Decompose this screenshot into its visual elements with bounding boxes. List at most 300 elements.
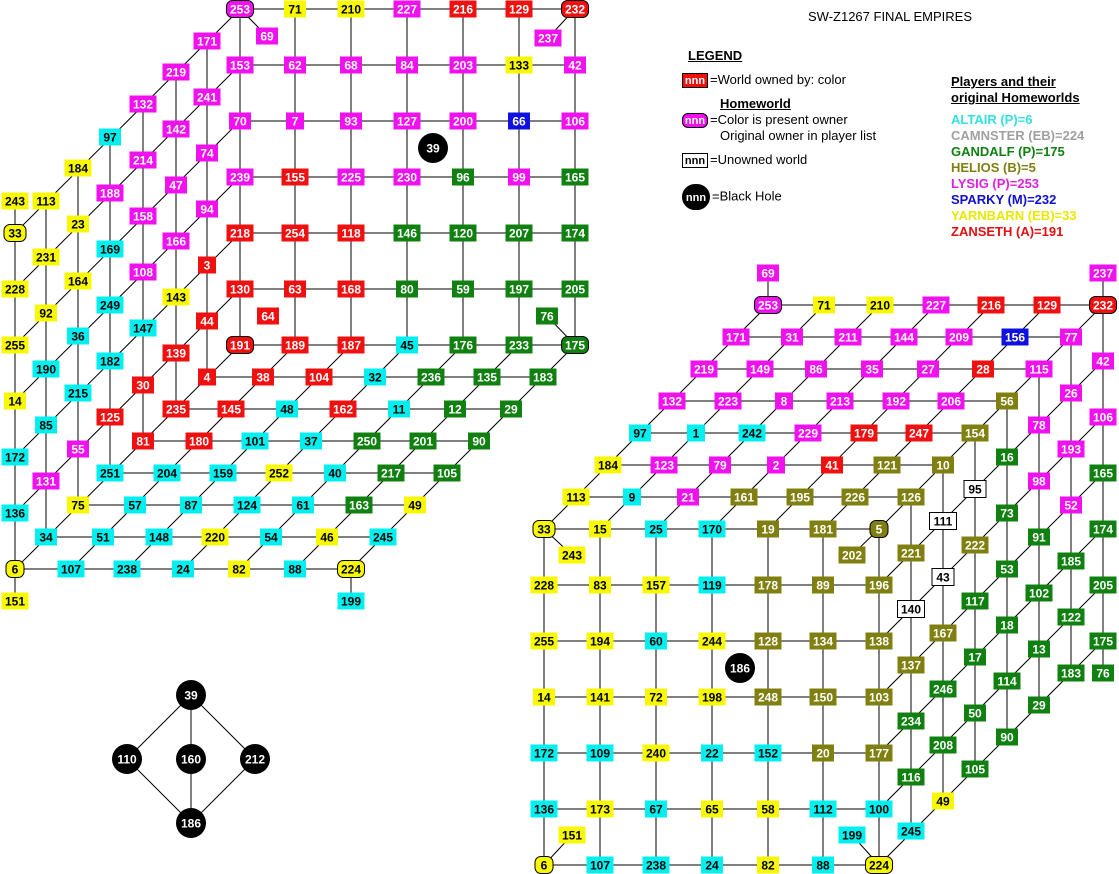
legend-blackhole-swatch: nnn	[682, 184, 710, 210]
black-hole-label: 160	[180, 752, 202, 767]
world-label: 167	[932, 626, 954, 641]
left-world-227	[394, 1, 421, 18]
world-label: 227	[925, 298, 947, 313]
left-world-166	[163, 233, 190, 250]
world-label: 165	[564, 170, 586, 185]
world-label: 143	[165, 290, 187, 305]
world-label: 7	[291, 114, 299, 129]
world-label: 205	[564, 282, 586, 297]
right-world-227	[923, 297, 950, 314]
left-world-36	[67, 328, 89, 345]
left-world-215	[65, 385, 92, 402]
world-label: 133	[508, 58, 530, 73]
right-world-248	[755, 689, 782, 706]
world-label: 50	[968, 706, 982, 721]
left-world-142	[163, 121, 190, 138]
world-label: 216	[452, 2, 474, 17]
player-zanseth: ZANSETH (A)=191	[951, 224, 1064, 239]
left-world-80	[396, 281, 418, 298]
world-label: 108	[132, 265, 154, 280]
world-label: 223	[717, 394, 739, 409]
world-label: 105	[964, 762, 986, 777]
left-world-93	[340, 113, 362, 130]
right-world-126	[898, 489, 925, 506]
right-world-177	[866, 745, 893, 762]
world-label: 172	[4, 450, 26, 465]
legend-owned-swatch: nnn	[682, 73, 708, 88]
world-label: 182	[99, 354, 121, 369]
left-world-127	[394, 113, 421, 130]
world-label: 33	[537, 522, 551, 537]
world-label: 165	[1092, 466, 1114, 481]
world-label: 32	[368, 370, 382, 385]
world-label: 185	[1060, 554, 1082, 569]
world-label: 33	[8, 226, 22, 241]
left-world-235	[163, 401, 190, 418]
left-world-84	[396, 57, 418, 74]
right-world-216	[978, 297, 1005, 314]
world-label: 210	[340, 2, 362, 17]
world-label: 145	[220, 402, 242, 417]
world-label: 56	[1000, 394, 1014, 409]
right-world-129	[1034, 297, 1061, 314]
left-world-76	[536, 308, 558, 325]
right-world-114	[994, 673, 1021, 690]
world-label: 65	[705, 802, 719, 817]
world-label: 89	[816, 578, 830, 593]
world-label: 40	[328, 466, 342, 481]
right-world-151	[559, 827, 586, 844]
world-nodes	[2, 1, 1117, 874]
world-label: 217	[380, 466, 402, 481]
left-world-11	[388, 401, 410, 418]
left-world-105	[434, 465, 461, 482]
world-label: 63	[288, 282, 302, 297]
world-label: 64	[261, 309, 275, 324]
right-world-245	[898, 823, 925, 840]
world-label: 228	[533, 578, 555, 593]
world-label: 117	[965, 594, 985, 609]
right-world-31	[781, 329, 803, 346]
right-world-137	[898, 657, 925, 674]
right-world-53	[996, 561, 1018, 578]
world-label: 129	[508, 2, 530, 17]
left-world-162	[330, 401, 357, 418]
world-label: 94	[200, 202, 214, 217]
right-world-141	[587, 689, 614, 706]
right-world-255	[531, 633, 558, 650]
world-label: 177	[868, 746, 890, 761]
right-world-144	[891, 329, 918, 346]
right-world-18	[996, 617, 1018, 634]
world-label: 200	[452, 114, 474, 129]
left-world-71	[284, 1, 306, 18]
world-label: 109	[589, 746, 611, 761]
left-world-255	[2, 337, 29, 354]
left-world-12	[444, 401, 466, 418]
world-label: 230	[396, 170, 418, 185]
world-label: 147	[132, 321, 154, 336]
left-world-180	[186, 433, 213, 450]
world-label: 174	[564, 226, 586, 241]
world-label: 254	[284, 226, 306, 241]
left-world-220	[202, 529, 229, 546]
world-label: 127	[396, 114, 418, 129]
right-world-82	[757, 857, 779, 874]
world-label: 224	[868, 858, 890, 873]
right-world-244	[699, 633, 726, 650]
world-label: 70	[233, 114, 247, 129]
world-label: 235	[165, 402, 187, 417]
world-label: 181	[812, 522, 834, 537]
right-world-41	[821, 457, 843, 474]
world-label: 75	[71, 498, 85, 513]
world-label: 136	[533, 802, 555, 817]
right-world-9	[623, 489, 641, 506]
legend-homeworld-heading: Homeworld	[720, 96, 791, 111]
world-label: 113	[36, 194, 56, 209]
left-world-6	[6, 561, 24, 578]
legend-blackhole-row	[682, 184, 782, 210]
world-label: 209	[948, 330, 970, 345]
right-world-22	[701, 745, 723, 762]
left-world-82	[228, 561, 250, 578]
left-world-225	[338, 169, 365, 186]
world-label: 187	[340, 338, 362, 353]
world-label: 76	[1096, 666, 1110, 681]
world-label: 203	[452, 58, 474, 73]
left-world-62	[284, 57, 306, 74]
right-world-60	[645, 633, 667, 650]
left-world-164	[65, 273, 92, 290]
left-world-214	[130, 152, 157, 169]
left-world-210	[338, 1, 365, 18]
world-label: 79	[713, 458, 727, 473]
right-world-14	[533, 689, 555, 706]
world-label: 179	[853, 426, 875, 441]
left-world-104	[306, 369, 333, 386]
left-world-81	[132, 433, 154, 450]
world-label: 41	[825, 458, 839, 473]
right-world-192	[883, 393, 910, 410]
world-label: 139	[165, 346, 187, 361]
world-label: 129	[1036, 298, 1058, 313]
player-camnster: CAMNSTER (EB)=224	[951, 128, 1085, 143]
right-world-77	[1060, 329, 1082, 346]
world-label: 29	[1032, 698, 1046, 713]
world-label: 193	[1060, 442, 1082, 457]
world-label: 19	[761, 522, 775, 537]
left-world-133	[506, 57, 533, 74]
world-label: 249	[99, 298, 121, 313]
world-label: 26	[1064, 386, 1078, 401]
world-label: 81	[136, 434, 150, 449]
left-world-207	[506, 225, 533, 242]
right-world-247	[906, 425, 933, 442]
right-world-65	[701, 801, 723, 818]
right-world-181	[810, 521, 837, 538]
right-world-88	[812, 857, 834, 874]
world-label: 49	[408, 498, 422, 513]
world-label: 76	[540, 309, 554, 324]
right-world-205	[1090, 577, 1117, 594]
world-label: 120	[452, 226, 474, 241]
right-world-238	[643, 857, 670, 874]
left-world-37	[300, 433, 322, 450]
world-label: 151	[561, 828, 583, 843]
right-world-117	[962, 593, 989, 610]
left-world-175	[562, 337, 589, 354]
left-world-132	[130, 96, 157, 113]
black-hole-label: 110	[117, 752, 137, 767]
world-label: 194	[589, 634, 611, 649]
right-black-hole-186	[725, 653, 755, 683]
world-label: 101	[244, 434, 266, 449]
world-label: 98	[1032, 474, 1046, 489]
right-world-72	[645, 689, 667, 706]
right-world-121	[874, 457, 901, 474]
left-world-90	[468, 433, 490, 450]
left-world-34	[35, 529, 57, 546]
world-label: 114	[997, 674, 1017, 689]
right-world-16	[996, 449, 1018, 466]
right-world-154	[962, 425, 989, 442]
right-world-8	[775, 393, 793, 410]
world-label: 125	[99, 410, 121, 425]
world-label: 1	[692, 426, 700, 441]
player-altair: ALTAIR (P)=6	[951, 112, 1033, 127]
world-label: 208	[932, 738, 954, 753]
world-label: 42	[1096, 354, 1110, 369]
left-world-113	[33, 193, 60, 210]
world-label: 180	[188, 434, 210, 449]
right-world-229	[795, 425, 822, 442]
world-label: 135	[476, 370, 498, 385]
world-label: 93	[344, 114, 358, 129]
left-world-183	[530, 369, 557, 386]
right-world-56	[996, 393, 1018, 410]
world-label: 252	[268, 466, 290, 481]
legend-owned-text: =World owned by: color	[710, 72, 846, 87]
player-gandalf: GANDALF (P)=175	[951, 144, 1065, 159]
player-yarnbarn: YARNBARN (EB)=33	[951, 208, 1077, 223]
right-world-20	[812, 745, 834, 762]
world-label: 27	[921, 362, 935, 377]
left-world-169	[97, 241, 124, 258]
right-world-246	[930, 681, 957, 698]
left-world-48	[276, 401, 298, 418]
left-world-66	[508, 113, 530, 130]
world-label: 124	[236, 498, 258, 513]
world-label: 140	[900, 602, 922, 617]
right-world-86	[805, 361, 827, 378]
world-label: 55	[71, 442, 85, 457]
world-label: 97	[633, 426, 647, 441]
world-label: 111	[933, 514, 953, 529]
left-world-217	[378, 465, 405, 482]
world-label: 216	[980, 298, 1002, 313]
players-heading1: Players and their	[951, 74, 1056, 89]
world-label: 168	[340, 282, 362, 297]
world-label: 46	[320, 530, 334, 545]
right-world-102	[1026, 585, 1053, 602]
world-label: 157	[645, 578, 667, 593]
world-label: 3	[203, 258, 211, 273]
world-label: 175	[1092, 634, 1114, 649]
world-label: 171	[196, 34, 218, 49]
players-heading2: original Homeworlds	[951, 90, 1080, 105]
left-world-216	[450, 1, 477, 18]
world-label: 57	[128, 498, 142, 513]
world-label: 228	[4, 282, 26, 297]
world-label: 113	[566, 490, 586, 505]
world-label: 250	[356, 434, 378, 449]
right-world-167	[930, 625, 957, 642]
world-label: 91	[1032, 530, 1046, 545]
left-world-151	[2, 593, 29, 610]
world-label: 126	[900, 490, 922, 505]
left-world-69	[256, 28, 278, 45]
left-world-32	[364, 369, 386, 386]
world-label: 99	[512, 170, 526, 185]
right-world-100	[866, 801, 893, 818]
world-label: 206	[940, 394, 962, 409]
right-world-172	[531, 745, 558, 762]
world-label: 171	[725, 330, 747, 345]
world-label: 169	[99, 242, 121, 257]
world-label: 5	[875, 522, 883, 537]
left-world-224	[338, 561, 365, 578]
left-world-101	[242, 433, 269, 450]
right-world-206	[938, 393, 965, 410]
left-world-70	[229, 113, 251, 130]
world-label: 115	[1029, 362, 1049, 377]
left-world-23	[67, 216, 89, 233]
world-label: 96	[456, 170, 470, 185]
legend-unowned-swatch: nnn	[682, 153, 708, 168]
right-world-83	[589, 577, 611, 594]
world-label: 189	[284, 338, 306, 353]
left-world-7	[286, 113, 304, 130]
world-label: 227	[396, 2, 418, 17]
player-lysig: LYSIG (P)=253	[951, 176, 1040, 191]
world-label: 104	[308, 370, 330, 385]
right-world-179	[851, 425, 878, 442]
left-world-47	[165, 177, 187, 194]
right-world-202	[839, 547, 866, 564]
world-label: 73	[1000, 506, 1014, 521]
world-label: 103	[868, 690, 890, 705]
left-world-165	[562, 169, 589, 186]
right-world-171	[723, 329, 750, 346]
world-label: 34	[39, 530, 53, 545]
left-world-3	[198, 257, 216, 274]
right-world-1	[687, 425, 705, 442]
world-label: 54	[264, 530, 278, 545]
left-world-46	[316, 529, 338, 546]
world-label: 51	[96, 530, 110, 545]
world-label: 221	[900, 546, 922, 561]
right-world-29	[1028, 697, 1050, 714]
world-label: 30	[136, 378, 150, 393]
left-world-191	[227, 337, 254, 354]
left-world-171	[194, 33, 221, 50]
world-label: 191	[229, 338, 251, 353]
world-label: 237	[1092, 266, 1114, 281]
world-label: 192	[885, 394, 907, 409]
left-world-136	[2, 505, 29, 522]
right-world-157	[643, 577, 670, 594]
world-label: 9	[628, 490, 636, 505]
right-world-52	[1060, 497, 1082, 514]
left-world-139	[163, 345, 190, 362]
right-world-134	[810, 633, 837, 650]
world-label: 132	[661, 394, 683, 409]
right-world-173	[587, 801, 614, 818]
cluster-black-hole-212	[240, 744, 270, 774]
world-label: 92	[39, 306, 53, 321]
world-label: 161	[733, 490, 755, 505]
right-world-219	[691, 361, 718, 378]
right-world-170	[699, 521, 726, 538]
right-world-73	[996, 505, 1018, 522]
world-label: 231	[35, 250, 57, 265]
world-label: 154	[964, 426, 986, 441]
left-world-85	[35, 417, 57, 434]
right-world-28	[972, 361, 994, 378]
world-label: 11	[392, 402, 406, 417]
world-label: 158	[132, 209, 154, 224]
world-label: 248	[757, 690, 779, 705]
world-label: 18	[1000, 618, 1014, 633]
right-world-24	[701, 857, 723, 874]
world-label: 86	[809, 362, 823, 377]
left-world-148	[146, 529, 173, 546]
world-label: 210	[869, 298, 891, 313]
left-world-108	[130, 264, 157, 281]
right-world-15	[589, 521, 611, 538]
world-label: 174	[1092, 522, 1114, 537]
world-label: 137	[900, 658, 922, 673]
world-label: 88	[816, 858, 830, 873]
player-list	[951, 74, 1084, 240]
left-world-51	[92, 529, 114, 546]
right-world-174	[1090, 521, 1117, 538]
world-label: 20	[816, 746, 830, 761]
right-world-27	[917, 361, 939, 378]
right-world-107	[587, 857, 614, 874]
world-label: 8	[780, 394, 788, 409]
right-world-43	[932, 569, 954, 586]
world-label: 243	[4, 194, 26, 209]
player-sparky: SPARKY (M)=232	[951, 192, 1057, 207]
world-label: 2	[772, 458, 780, 473]
right-world-103	[866, 689, 893, 706]
world-label: 14	[537, 690, 551, 705]
world-label: 243	[561, 548, 583, 563]
world-label: 4	[203, 370, 211, 385]
left-world-33	[4, 225, 26, 242]
right-world-10	[932, 457, 954, 474]
right-world-199	[839, 827, 866, 844]
left-world-201	[410, 433, 437, 450]
right-world-211	[835, 329, 862, 346]
world-label: 112	[813, 802, 833, 817]
left-world-239	[227, 169, 254, 186]
world-label: 190	[35, 362, 57, 377]
world-label: 163	[348, 498, 370, 513]
right-world-138	[866, 633, 893, 650]
